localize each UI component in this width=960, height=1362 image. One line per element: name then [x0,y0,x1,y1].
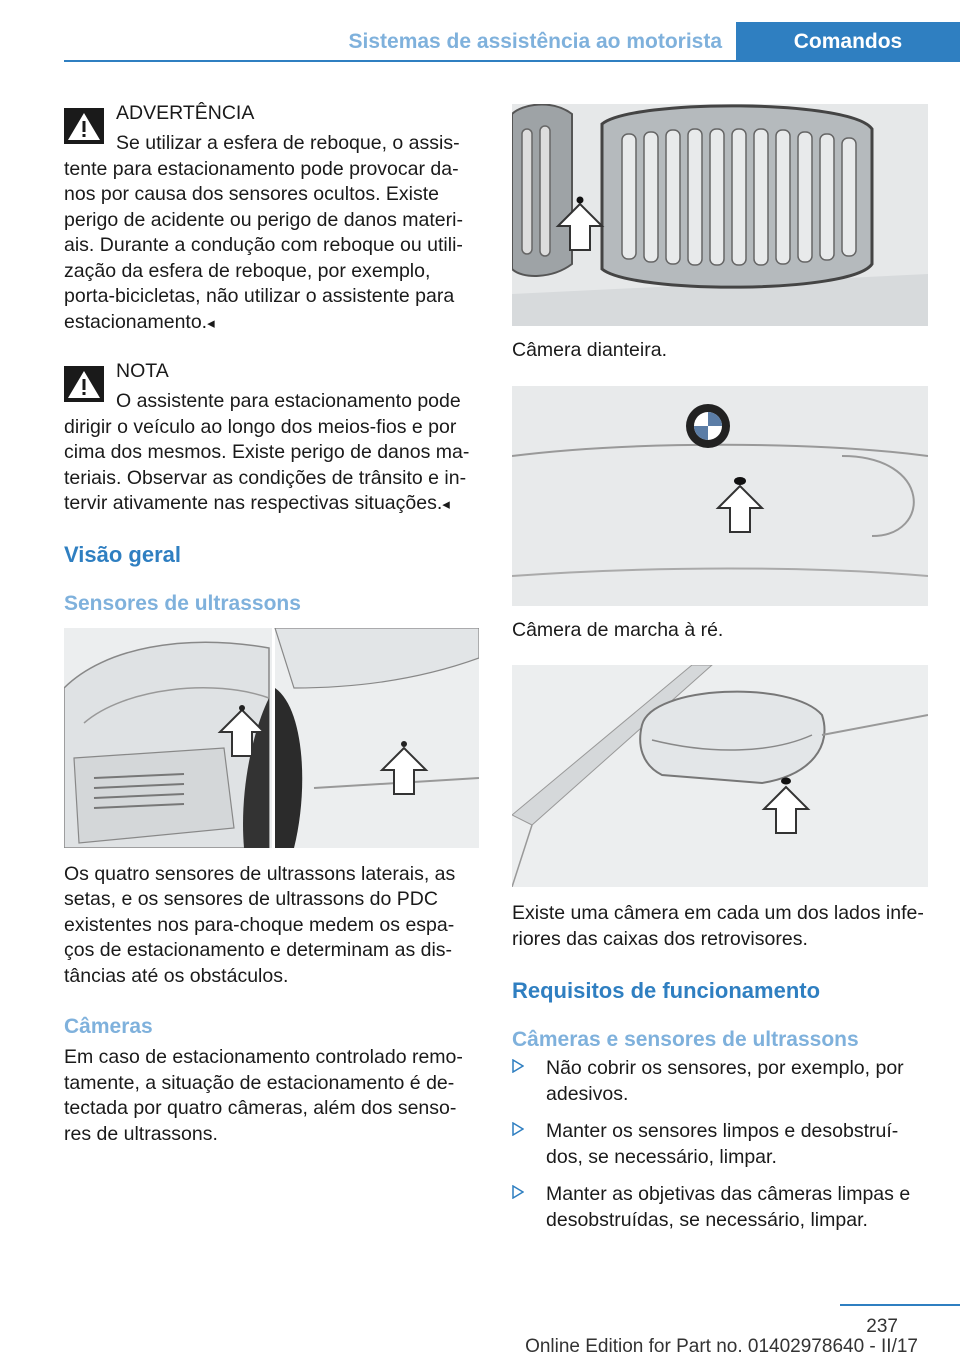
front-camera-illustration [512,104,928,326]
right-column [512,104,928,1245]
caption-rear-camera: Câmera de marcha à ré. [512,618,724,641]
end-mark-icon: ◂ [207,314,215,332]
warning-text: tente para estacionamento pode provocar da-nos por causa dos sensores ocultos. Existe perigo de acidente ou perigo de danos materi-ais. Durante a condução com reboque ou utili-zação da esfera de reboque, por exemplo, porta-bicicletas, não utilizar o assistente para estacionamento.◂ [64,157,463,333]
note-text: dirigir o veículo ao longo dos meios-fios e por cima dos mesmos. Existe perigo de danos ma-teriais. Observar as condições de trânsito e in-tervir ativamente nas respectivas situações.◂ [64,415,470,514]
requirements-list [512,1056,928,1233]
edition-note: Online Edition for Part no. 01402978640 - II/17 [525,1336,918,1357]
header-section-title: Sistemas de assistência ao motorista [348,30,722,53]
cameras-description: Em caso de estacionamento controlado remo-tamente, a situação de estacionamento é de-tectada por quatro câmeras, além dos senso-res de ultrassons. [64,1046,463,1145]
caption-mirror-camera: Existe uma câmera em cada um dos lados infe-riores das caixas dos retrovisores. [512,902,924,950]
header-chapter-tab: Comandos [736,22,960,62]
heading-cameras: Câmeras [64,1015,153,1038]
list-item: Manter as objetivas das câmeras limpas e desobstruídas, se necessário, limpar. [512,1182,928,1233]
sensors-description: Os quatro sensores de ultrassons laterais, as setas, e os sensores de ultrassons do PDC existentes nos para-choque medem os espa-ços de estacionamento e determinam as dis-tâncias até os obstáculos. [64,862,456,987]
warning-first-line: Se utilizar a esfera de reboque, o assis- [116,132,460,154]
bullet-triangle-icon [512,1122,524,1136]
bullet-triangle-icon [512,1185,524,1199]
page-footer [0,1300,960,1362]
page-header [64,22,960,62]
header-rule [64,60,960,62]
caption-front-camera: Câmera dianteira. [512,339,667,361]
footer-rule [840,1304,960,1306]
rear-camera-illustration [512,386,928,606]
mirror-camera-illustration [512,665,928,887]
warning-triangle-icon [64,366,104,402]
list-item: Não cobrir os sensores, por exemplo, por adesivos. [512,1056,928,1107]
list-item: Manter os sensores limpos e desobstruí-dos, se necessário, limpar. [512,1119,928,1170]
heading-cameras-and-sensors: Câmeras e sensores de ultrassons [512,1028,859,1051]
heading-overview: Visão geral [64,541,181,567]
warning-block [64,100,476,336]
warning-title: ADVERTÊNCIA [116,102,255,124]
ultrasonic-sensors-illustration [64,628,479,848]
note-block [64,358,476,518]
note-first-line: O assistente para estacionamento pode [116,390,461,412]
page-number: 237 [866,1316,898,1337]
left-column [64,100,476,1147]
bullet-triangle-icon [512,1059,524,1073]
heading-ultrasonic-sensors: Sensores de ultrassons [64,591,301,615]
end-mark-icon: ◂ [442,496,450,513]
heading-requirements: Requisitos de funcionamento [512,978,821,1003]
warning-triangle-icon [64,108,104,144]
note-title: NOTA [116,360,169,382]
